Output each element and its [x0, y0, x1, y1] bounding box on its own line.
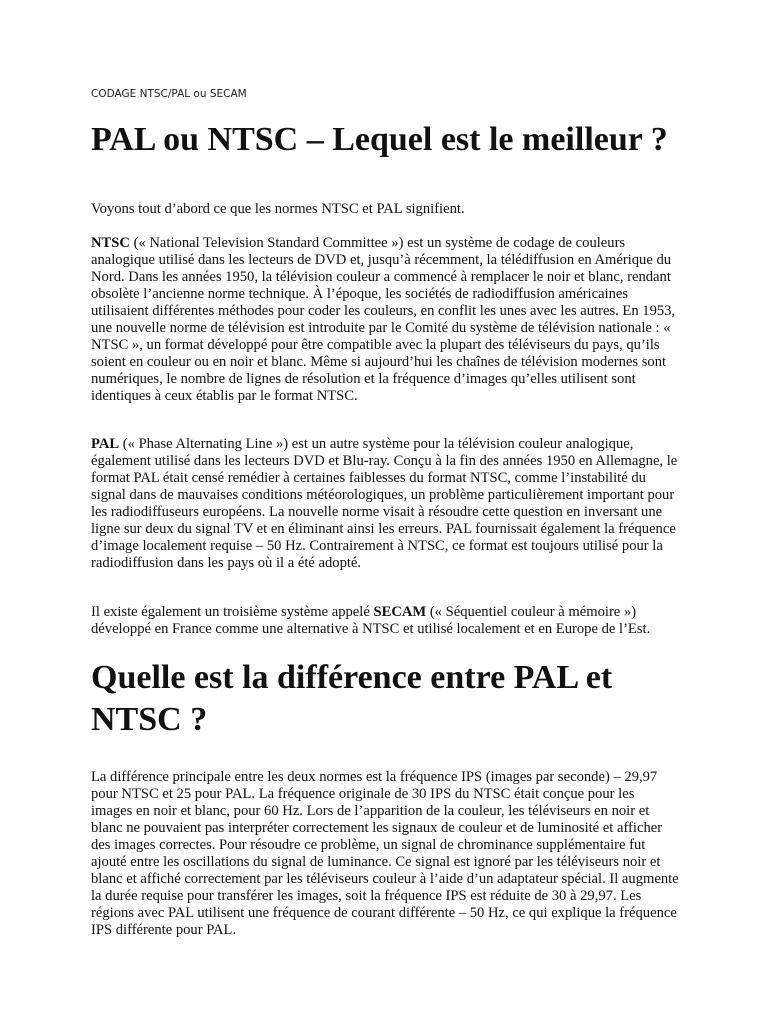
pal-term: PAL — [91, 436, 120, 452]
secam-term: SECAM — [373, 604, 427, 620]
pal-text: (« Phase Alternating Line ») est un autre système pour la télévision couleur analogique, également utilisé dans les lecteurs DVD et Blu-ray. Conçu à la fin des années 1950 en Allemagne, le format PAL était censé remédier à certaines faiblesses du format NTSC, comme l’instabilité du signal dans de mauvaises conditions météorologiques, un problème particulièrement important pour les radiodiffuseurs européens. La nouvelle norme visait à résoudre cette question en inversant une ligne sur deux du signal TV et en éliminant ainsi les erreurs. PAL fournissait également la fréquence d’image localement requise – 50 Hz. Contrairement à NTSC, ce format est toujours utilisé pour la radiodiffusion dans les pays où il a été adopté. — [91, 436, 678, 571]
heading-pal-or-ntsc: PAL ou NTSC – Lequel est le meilleur ? — [91, 121, 668, 158]
secam-text-before: Il existe également un troisième système appelé — [91, 604, 374, 620]
ntsc-text: (« National Television Standard Committee ») est un système de codage de couleurs analogique utilisé dans les lecteurs de DVD et, jusqu’à récemment, la télédiffusion en Amérique du Nord. Dans les années 1950, la télévision couleur a commencé à remplacer le noir et blanc, rendant obsolète l’ancienne norme technique. À l’époque, les sociétés de radiodiffusion américaines utilisaient différentes méthodes pour coder les couleurs, en conflit les unes avec les autres. En 1953, une nouvelle norme de télévision est introduite par le Comité du système de télévision nationale : « NTSC », un format développé pour être compatible avec la plupart des téléviseurs du pays, qu’ils soient en couleur ou en noir et blanc. Même si aujourd’hui les chaînes de télévision modernes sont numériques, le nombre de lignes de résolution et la fréquence d’images qu’elles utilisent sont identiques à ceux établis par le format NTSC. — [91, 235, 676, 404]
secam-paragraph — [91, 604, 679, 638]
document-header-label: CODAGE NTSC/PAL ou SECAM — [91, 88, 247, 100]
heading-difference: Quelle est la différence entre PAL et NTSC ? — [91, 659, 613, 738]
intro-paragraph: Voyons tout d’abord ce que les normes NTSC et PAL signifient. — [91, 201, 465, 217]
secam-text-after: (« Séquentiel couleur à mémoire ») développé en France comme une alternative à NTSC et utilisé localement et en Europe de l’Est. — [91, 604, 651, 637]
difference-paragraph: La différence principale entre les deux normes est la fréquence IPS (images par seconde) – 29,97 pour NTSC et 25 pour PAL. La fréquence originale de 30 IPS du NTSC était conçue pour les images en noir et blanc, pour 60 Hz. Lors de l’apparition de la couleur, les téléviseurs en noir et blanc ne pouvaient pas interpréter correctement les signaux de couleur et de luminosité et afficher des images correctes. Pour résoudre ce problème, un signal de chrominance supplémentaire fut ajouté entre les oscillations du signal de luminance. Ce signal est ignoré par les téléviseurs noir et blanc et affiché correctement par les téléviseurs couleur à l’aide d’un adaptateur spécial. Il augmente la durée requise pour transférer les images, soit la fréquence IPS est réduite de 30 à 29,97. Les régions avec PAL utilisent une fréquence de courant différente – 50 Hz, ce qui explique la fréquence IPS différente pour PAL. — [91, 769, 679, 938]
pal-paragraph — [91, 436, 679, 572]
ntsc-term: NTSC — [91, 235, 130, 251]
ntsc-paragraph — [91, 235, 679, 405]
